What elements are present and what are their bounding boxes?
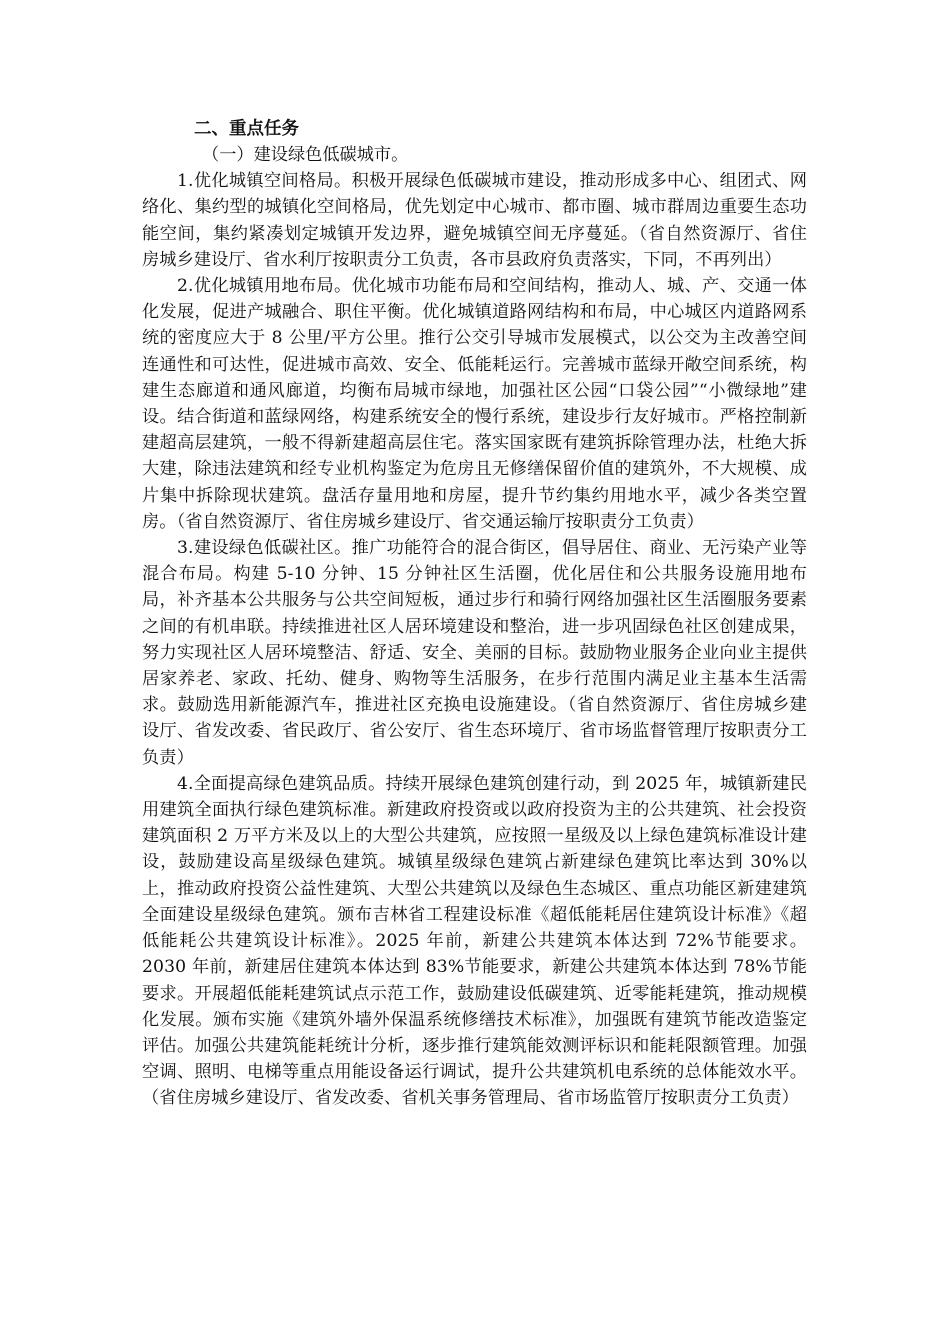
paragraph-2: 2.优化城镇用地布局。优化城市功能布局和空间结构，推动人、城、产、交通一体化发展，促进产城融合、职住平衡。优化城镇道路网结构和布局，中心城区内道路网系统的密度应大于 8 公里/平方公里。推行公交引导城市发展模式，以公交为主改善空间连通性和可达性，促进城市高效、安全、低能耗运行。完善城市蓝绿开敞空间系统，构建生态廊道和通风廊道，均衡布局城市绿地，加强社区公园“口袋公园”“小微绿地”建设。结合街道和蓝绿网络，构建系统安全的慢行系统，建设步行友好城市。严格控制新建超高层建筑，一般不得新建超高层住宅。落实国家既有建筑拆除管理办法，杜绝大拆大建，除违法建筑和经专业机构鉴定为危房且无修缮保留价值的建筑外，不大规模、成片集中拆除现状建筑。盘活存量用地和房屋，提升节约集约用地水平，减少各类空置房。（省自然资源厅、省住房城乡建设厅、省交通运输厅按职责分工负责）: [142, 276, 807, 532]
section-heading: 二、重点任务: [194, 119, 299, 139]
sub-heading: （一）建设绿色低碳城市。: [202, 145, 409, 165]
document-body: [142, 112, 807, 1112]
paragraph-3: 3.建设绿色低碳社区。推广功能符合的混合街区，倡导居住、商业、无污染产业等混合布局。构建 5-10 分钟、15 分钟社区生活圈，优化居住和公共服务设施用地布局，补齐基本公共服务与公共空间短板，通过步行和骑行网络加强社区生活圈服务要素之间的有机串联。持续推进社区人居环境建设和整治，进一步巩固绿色社区创建成果，努力实现社区人居环境整洁、舒适、安全、美丽的目标。鼓励物业服务企业向业主提供居家养老、家政、托幼、健身、购物等生活服务，在步行范围内满足业主基本生活需求。鼓励选用新能源汽车，推进社区充换电设施建设。（省自然资源厅、省住房城乡建设厅、省发改委、省民政厅、省公安厅、省生态环境厅、省市场监督管理厅按职责分工负责）: [142, 538, 807, 768]
paragraph-1: 1.优化城镇空间格局。积极开展绿色低碳城市建设，推动形成多中心、组团式、网络化、集约型的城镇化空间格局，优先划定中心城市、都市圈、城市群周边重要生态功能空间，集约紧凑划定城镇开发边界，避免城镇空间无序蔓延。（省自然资源厅、省住房城乡建设厅、省水利厅按职责分工负责，各市县政府负责落实，下同，不再列出）: [142, 171, 807, 270]
paragraph-4: 4.全面提高绿色建筑品质。持续开展绿色建筑创建行动，到 2025 年，城镇新建民用建筑全面执行绿色建筑标准。新建政府投资或以政府投资为主的公共建筑、社会投资建筑面积 2 万平方米及以上的大型公共建筑，应按照一星级及以上绿色建筑标准设计建设，鼓励建设高星级绿色建筑。城镇星级绿色建筑占新建绿色建筑比率达到 30%以上，推动政府投资公益性建筑、大型公共建筑以及绿色生态城区、重点功能区新建建筑全面建设星级绿色建筑。颁布吉林省工程建设标准《超低能耗居住建筑设计标准》《超低能耗公共建筑设计标准》。2025 年前，新建公共建筑本体达到 72%节能要求。2030 年前，新建居住建筑本体达到 83%节能要求，新建公共建筑本体达到 78%节能要求。开展超低能耗建筑试点示范工作，鼓励建设低碳建筑、近零能耗建筑，推动规模化发展。颁布实施《建筑外墙外保温系统修缮技术标准》，加强既有建筑节能改造鉴定评估。加强公共建筑能耗统计分析，逐步推行建筑能效测评标识和能耗限额管理。加强空调、照明、电梯等重点用能设备运行调试，提升公共建筑机电系统的总体能效水平。（省住房城乡建设厅、省发改委、省机关事务管理局、省市场监管厅按职责分工负责）: [142, 773, 807, 1109]
